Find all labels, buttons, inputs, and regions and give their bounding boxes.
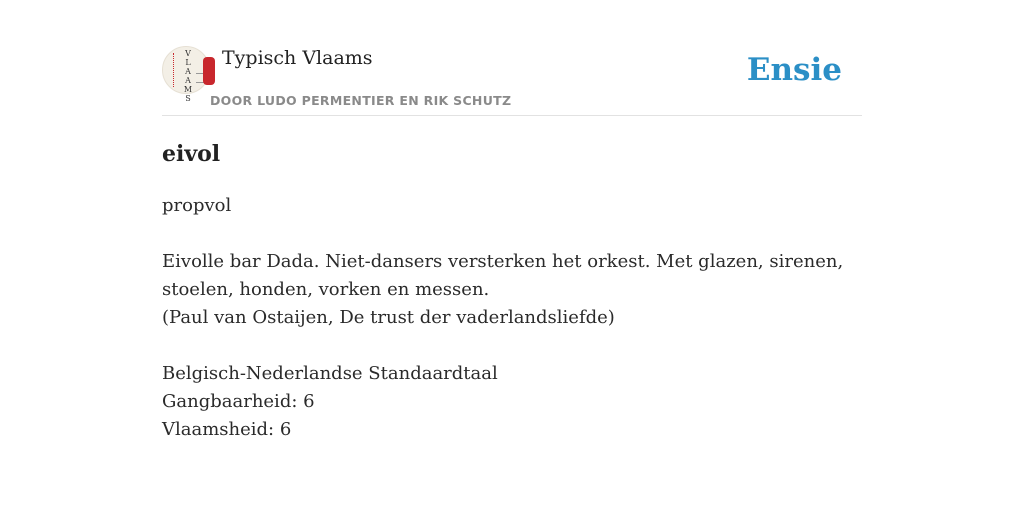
quote-line: stoelen, honden, vorken en messen. [162, 279, 490, 300]
entry-word: eivol [162, 141, 221, 167]
entry-language: Belgisch-Nederlandse Standaardtaal [162, 363, 498, 384]
avatar-red-accent [203, 57, 215, 85]
ensie-logo-link[interactable]: Ensie [746, 52, 842, 88]
blog-avatar[interactable] [162, 46, 210, 103]
spacer [162, 220, 862, 248]
quote-source: (Paul van Ostaijen, De trust der vaderlandsliefde) [162, 307, 615, 328]
entry-gangbaarheid: Gangbaarheid: 6 [162, 391, 315, 412]
entry-content [162, 138, 862, 444]
blog-title[interactable]: Typisch Vlaams [222, 47, 373, 69]
blog-header [162, 46, 862, 116]
entry-definition: propvol [162, 195, 232, 216]
blog-byline: DOOR LUDO PERMENTIER EN RIK SCHUTZ [210, 93, 512, 108]
entry-vlaamsheid: Vlaamsheid: 6 [162, 419, 292, 440]
entry-definition-block [162, 192, 862, 444]
quote-line: Eivolle bar Dada. Niet-dansers versterken het orkest. Met glazen, sirenen, [162, 251, 844, 272]
avatar-logo-letters: V L A A M S [183, 49, 193, 103]
spacer [162, 332, 862, 360]
avatar-decoration [173, 53, 177, 87]
